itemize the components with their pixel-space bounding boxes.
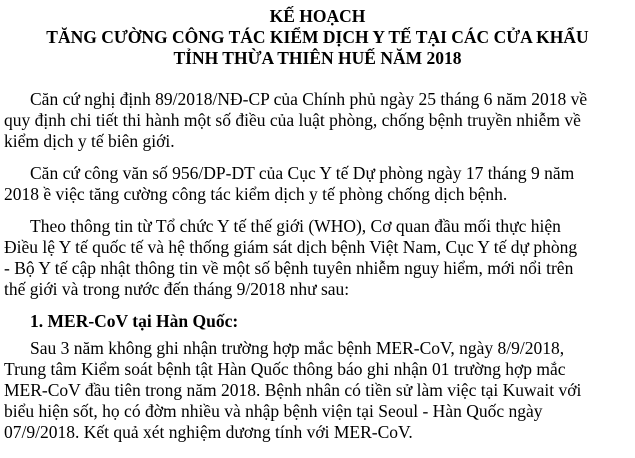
paragraph-line: Điều lệ Y tế quốc tế và hệ thống giám sát dịch bệnh Việt Nam, Cục Y tế dự phòng [4, 237, 578, 257]
paragraph-mers-korea [4, 338, 631, 443]
document-title: KẾ HOẠCH [269, 6, 366, 26]
document-subtitle-line-1: TĂNG CƯỜNG CÔNG TÁC KIỂM DỊCH Y TẾ TẠI CÁC CỬA KHẨU [46, 27, 589, 47]
paragraph-line: Căn cứ nghị định 89/2018/NĐ-CP của Chính phủ ngày 25 tháng 6 năm 2018 về [30, 89, 588, 109]
section-heading-mers-korea: 1. MER-CoV tại Hàn Quốc: [30, 311, 239, 331]
document-subtitle-line-2: TỈNH THỪA THIÊN HUẾ NĂM 2018 [173, 48, 462, 68]
paragraph-line: kiểm dịch y tế biên giới. [4, 131, 175, 151]
paragraph-line: 2018 ề việc tăng cường công tác kiểm dịch y tế phòng chống dịch bệnh. [4, 184, 508, 204]
paragraph-legal-basis-decree [4, 89, 631, 152]
paragraph-line: thế giới và trong nước đến tháng 9/2018 như sau: [4, 279, 350, 299]
paragraph-who-information [4, 216, 631, 300]
heading-spacer [4, 69, 631, 89]
paragraph-line: 07/9/2018. Kết quả xét nghiệm dương tính với MER-CoV. [4, 422, 413, 442]
paragraph-legal-basis-dispatch [4, 163, 631, 205]
document-heading [4, 6, 631, 69]
paragraph-line: MER-CoV đầu tiên trong năm 2018. Bệnh nhân có tiền sử làm việc tại Kuwait với [4, 380, 582, 400]
paragraph-line: quy định chi tiết thi hành một số điều của luật phòng, chống bệnh truyền nhiễm về [4, 110, 581, 130]
paragraph-line: Sau 3 năm không ghi nhận trường hợp mắc bệnh MER-CoV, ngày 8/9/2018, [30, 338, 565, 358]
paragraph-line: Theo thông tin từ Tổ chức Y tế thế giới (WHO), Cơ quan đầu mối thực hiện [30, 216, 561, 236]
paragraph-line: Trung tâm Kiểm soát bệnh tật Hàn Quốc thông báo ghi nhận 01 trường hợp mắc [4, 359, 566, 379]
paragraph-line: biểu hiện sốt, họ có đờm nhiều và nhập bệnh viện tại Seoul - Hàn Quốc ngày [4, 401, 543, 421]
paragraph-line: - Bộ Y tế cập nhật thông tin về một số bệnh tuyên nhiễm nguy hiểm, mới nổi trên [4, 258, 574, 278]
paragraph-line: Căn cứ công văn số 956/DP-DT của Cục Y tế Dự phòng ngày 17 tháng 9 năm [30, 163, 575, 183]
